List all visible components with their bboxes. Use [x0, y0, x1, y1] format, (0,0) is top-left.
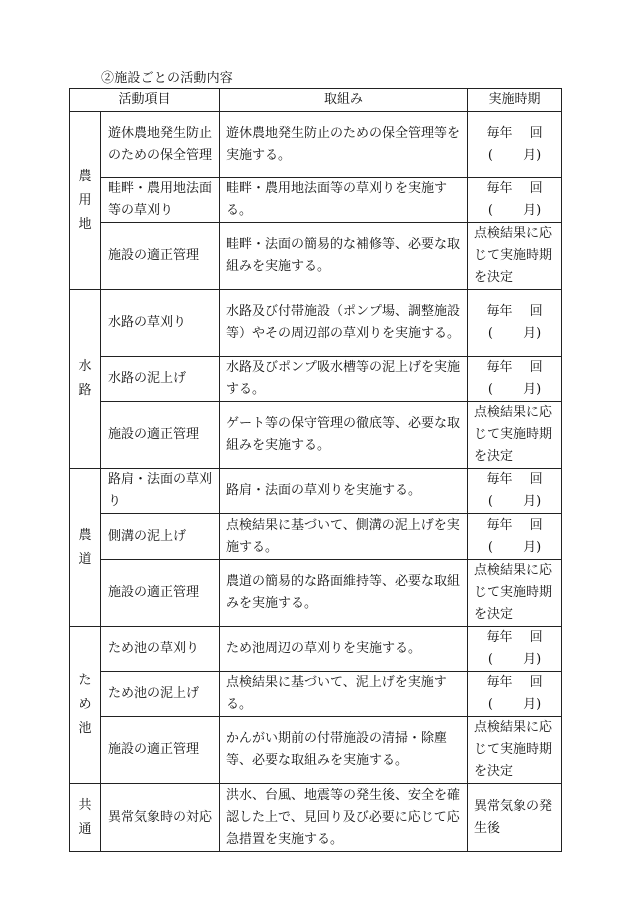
table-row — [70, 402, 562, 469]
table-row — [70, 178, 562, 223]
timing-frequency: 毎年 回 — [486, 360, 543, 375]
action-cell: 遊休農地発生防止のための保全管理等を実施する。 — [220, 112, 468, 178]
activity-item-cell: 畦畔・農用地法面等の草刈り — [101, 178, 220, 223]
timing-note: 点検結果に応じて実施時期を決定 — [474, 405, 553, 464]
category-cell — [70, 290, 101, 469]
table-row — [70, 672, 562, 717]
category-cell — [70, 469, 101, 627]
section-heading: ②施設ごとの活動内容 — [101, 71, 234, 86]
action-cell: 水路及び付帯施設（ポンプ場、調整施設等）やその周辺部の草刈りを実施する。 — [220, 290, 468, 357]
timing-month: ( 月) — [487, 494, 542, 509]
action-cell: 洪水、台風、地震等の発生後、安全を確認した上で、見回り及び必要に応じて応急措置を実施する。 — [220, 784, 468, 852]
timing-cell — [468, 402, 562, 469]
timing-cell — [468, 178, 562, 223]
timing-cell — [468, 290, 562, 357]
timing-note: 異常気象の発生後 — [474, 798, 553, 836]
action-cell: ゲート等の保守管理の徹底等、必要な取組みを実施する。 — [220, 402, 468, 469]
timing-cell — [468, 560, 562, 627]
activity-item-cell: 施設の適正管理 — [101, 402, 220, 469]
category-cell — [70, 627, 101, 784]
category-label: 共通 — [78, 797, 92, 837]
action-cell: かんがい期前の付帯施設の清掃・除塵等、必要な取組みを実施する。 — [220, 717, 468, 784]
timing-note: 点検結果に応じて実施時期を決定 — [474, 563, 553, 622]
column-header-item: 活動項目 — [70, 89, 220, 112]
activity-table — [69, 88, 562, 852]
column-header-action: 取組み — [220, 89, 468, 112]
action-cell: ため池周辺の草刈りを実施する。 — [220, 627, 468, 672]
action-cell: 点検結果に基づいて、側溝の泥上げを実施する。 — [220, 514, 468, 560]
action-cell: 水路及びポンプ吸水槽等の泥上げを実施する。 — [220, 357, 468, 402]
table-row — [70, 627, 562, 672]
timing-cell — [468, 112, 562, 178]
table-row — [70, 290, 562, 357]
table-header-row — [70, 89, 562, 112]
activity-item-cell: ため池の泥上げ — [101, 672, 220, 717]
column-header-timing: 実施時期 — [468, 89, 562, 112]
category-label: 農道 — [78, 527, 92, 567]
activity-item-cell: 施設の適正管理 — [101, 717, 220, 784]
table-row — [70, 112, 562, 178]
timing-cell — [468, 784, 562, 852]
timing-cell — [468, 627, 562, 672]
table-row — [70, 223, 562, 290]
timing-month: ( 月) — [487, 203, 542, 218]
timing-month: ( 月) — [487, 326, 542, 341]
category-cell — [70, 784, 101, 852]
timing-frequency: 毎年 回 — [486, 125, 543, 141]
table-row — [70, 717, 562, 784]
timing-note: 点検結果に応じて実施時期を決定 — [474, 226, 553, 285]
timing-note: 点検結果に応じて実施時期を決定 — [474, 720, 553, 779]
action-cell: 畦畔・農用地法面等の草刈りを実施する。 — [220, 178, 468, 223]
timing-cell — [468, 469, 562, 514]
activity-item-cell: 水路の泥上げ — [101, 357, 220, 402]
timing-month: ( 月) — [487, 147, 542, 163]
category-label: 農用地 — [78, 168, 92, 232]
activity-item-cell: 側溝の泥上げ — [101, 514, 220, 560]
timing-frequency: 毎年 回 — [486, 304, 543, 319]
timing-frequency: 毎年 回 — [486, 517, 543, 533]
timing-cell — [468, 717, 562, 784]
category-label: ため池 — [78, 673, 92, 736]
timing-cell — [468, 223, 562, 290]
activity-item-cell: ため池の草刈り — [101, 627, 220, 672]
timing-month: ( 月) — [487, 652, 542, 667]
category-label: 水路 — [78, 359, 92, 398]
timing-month: ( 月) — [487, 697, 542, 712]
table-row — [70, 560, 562, 627]
category-cell — [70, 112, 101, 290]
timing-cell — [468, 672, 562, 717]
activity-item-cell: 路肩・法面の草刈り — [101, 469, 220, 514]
action-cell: 畦畔・法面の簡易的な補修等、必要な取組みを実施する。 — [220, 223, 468, 290]
table-row — [70, 469, 562, 514]
timing-month: ( 月) — [487, 539, 542, 555]
timing-frequency: 毎年 回 — [486, 181, 543, 196]
timing-cell — [468, 357, 562, 402]
action-cell: 農道の簡易的な路面維持等、必要な取組みを実施する。 — [220, 560, 468, 627]
activity-item-cell: 異常気象時の対応 — [101, 784, 220, 852]
action-cell: 路肩・法面の草刈りを実施する。 — [220, 469, 468, 514]
timing-month: ( 月) — [487, 382, 542, 397]
timing-frequency: 毎年 回 — [486, 630, 543, 645]
timing-frequency: 毎年 回 — [486, 675, 543, 690]
timing-frequency: 毎年 回 — [486, 472, 543, 487]
action-cell: 点検結果に基づいて、泥上げを実施する。 — [220, 672, 468, 717]
activity-item-cell: 遊休農地発生防止のための保全管理 — [101, 112, 220, 178]
activity-item-cell: 施設の適正管理 — [101, 560, 220, 627]
activity-item-cell: 水路の草刈り — [101, 290, 220, 357]
table-row — [70, 357, 562, 402]
table-row — [70, 514, 562, 560]
activity-item-cell: 施設の適正管理 — [101, 223, 220, 290]
timing-cell — [468, 514, 562, 560]
table-row — [70, 784, 562, 852]
